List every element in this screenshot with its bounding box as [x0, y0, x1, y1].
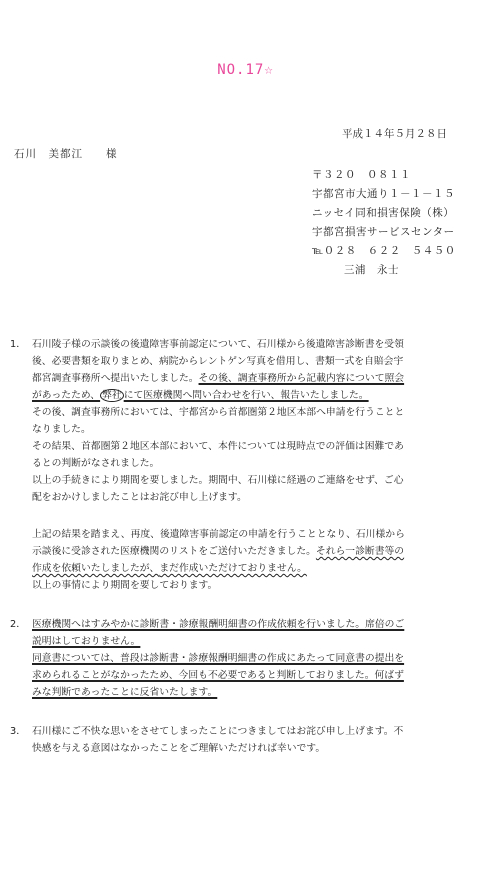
body-line: るとの判断がなされました。	[32, 458, 160, 469]
sender-phone: ℡０２８ ６２２ ５４５０	[312, 245, 456, 257]
body-line: その結果、首都圏第２地区本部において、本件については現時点での評価は困難であ	[32, 441, 404, 452]
underlined-text: その後、調査事務所から記載内容について照会	[198, 373, 405, 384]
body-line: なりました。	[32, 424, 91, 435]
sender-name: 三浦 永士	[344, 264, 399, 276]
sender-center: 宇都宮損害サービスセンター	[312, 226, 455, 238]
item-number: 2．	[10, 619, 27, 630]
body-line: 都宮調査事務所へ提出いたしました。その後、調査事務所から記載内容について照会	[32, 373, 405, 384]
body-line: 後、必要書類を取りまとめ、病院からレントゲン写真を借用し、書類一式を自賠会宇	[32, 356, 404, 367]
body-line: 求められることがなかったため、今回も不必要であると判断しておりました。何ばず	[32, 670, 404, 681]
body-line: 以上の事情により期間を要しております。	[32, 580, 218, 591]
body-line: 以上の手続きにより期間を要しました。期間中、石川様に経過のご連絡をせず、ご心	[32, 475, 404, 486]
body-line: 石川様にご不快な思いをさせてしまったことにつきましてはお詫び申し上げます。不	[32, 726, 404, 737]
letter-date: 平成１４年５月２８日	[342, 128, 447, 140]
letter-body	[10, 336, 460, 757]
underlined-text: それら一診断書等の	[315, 546, 405, 557]
sender-postal-code: 〒３２０ ０８１１	[312, 169, 411, 181]
addressee: 石川 美都江 様	[14, 148, 118, 160]
sender-block	[312, 166, 456, 280]
sender-address: 宇都宮市大通り１－１－１５	[312, 188, 455, 200]
circled-text: 弊社	[102, 390, 122, 401]
body-line: 説明はしておりません。	[32, 636, 141, 647]
body-line: 配をおかけしましたことはお詫び申し上げます。	[32, 492, 247, 503]
sender-company: ニッセイ同和損害保険（株）	[312, 207, 455, 219]
body-line: 医療機関へはすみやかに診断書・診療報酬明細書の作成依頼を行いました。席倍のご	[32, 619, 405, 630]
body-line: 同意書については、普段は診断書・診療報酬明細書の作成にあたって同意書の提出を	[32, 653, 405, 664]
item-3	[10, 723, 460, 757]
item-number: 1．	[10, 339, 27, 350]
item-2	[10, 616, 460, 701]
body-line: 示談後に受診された医療機関のリストをご送付いただきました。それら一診断書等の	[32, 546, 405, 557]
body-line: 快感を与える意図はなかったことをご理解いただければ幸いです。	[32, 743, 326, 754]
item-number: 3．	[10, 726, 27, 737]
document-number-title: NO.17☆	[217, 62, 274, 78]
body-line: その後、調査事務所においては、宇都宮から首都圏第２地区本部へ申請を行うことと	[32, 407, 405, 418]
body-line: 作成を依頼いたしましたが、まだ作成いただけておりません。	[32, 563, 307, 574]
body-line: があったため、 弊社 にて医療機関へ問い合わせを行い、報告いたしました。	[32, 390, 369, 401]
body-line: みな判断であったことに反省いたします。	[32, 687, 218, 698]
body-line: 石川陵子様の示談後の後遺障害事前認定について、石川様から後遺障害診断書を受領	[32, 339, 404, 350]
item-1	[10, 336, 460, 594]
body-line: 上記の結果を踏まえ、再度、後遺障害事前認定の申請を行うこととなり、石川様から	[32, 529, 405, 540]
